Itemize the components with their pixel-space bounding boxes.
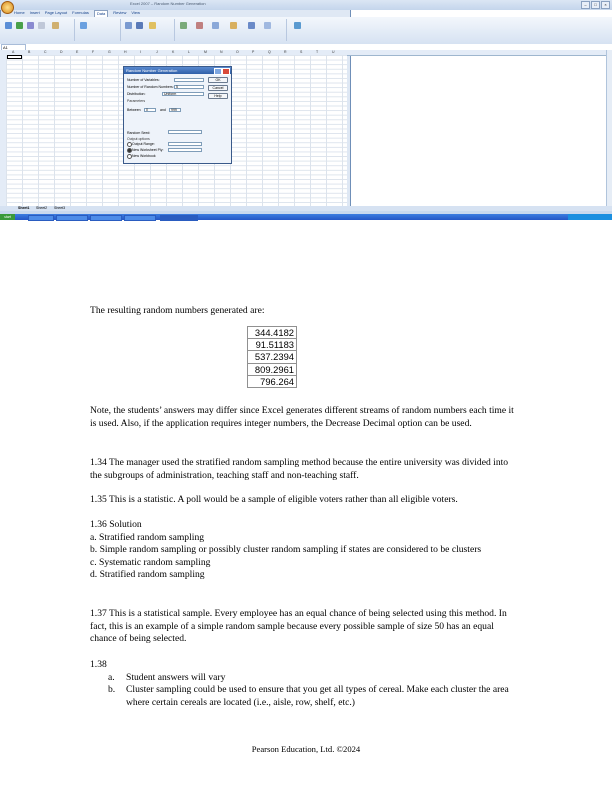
num-random-input[interactable]: 5 (174, 85, 204, 89)
num-random-label: Number of Random Numbers: (127, 85, 174, 89)
selected-cell-a1[interactable] (7, 55, 22, 59)
ribbon-group-sort-filter (122, 19, 175, 41)
tab-page-layout[interactable]: Page Layout (44, 10, 68, 15)
ribbon-group-data-tools (176, 19, 287, 41)
taskbar-item-2[interactable] (56, 215, 88, 220)
sheet-tab-2[interactable]: Sheet2 (36, 206, 48, 210)
sort-az-icon[interactable] (136, 22, 143, 29)
num-variables-input[interactable] (174, 78, 204, 82)
and-label: and (160, 108, 166, 112)
filter-icon[interactable] (149, 22, 156, 29)
answer-1-36 (90, 519, 522, 582)
ribbon-group-connections (76, 19, 121, 41)
list-item: a. Stratified random sampling (90, 531, 205, 543)
column-header-s[interactable]: S (300, 50, 303, 54)
column-header-a[interactable]: A (12, 50, 15, 54)
between-from-input[interactable]: 0 (144, 108, 156, 112)
column-header-i[interactable]: I (140, 50, 141, 54)
output-options-label: Output options (127, 137, 150, 141)
taskbar-item-1[interactable] (28, 215, 54, 220)
consolidate-icon[interactable] (230, 22, 237, 29)
dialog-title: Random Number Generation (124, 67, 231, 74)
list-item (90, 672, 522, 685)
table-cell: 537.2394 (248, 351, 297, 363)
dialog-close-icon[interactable] (222, 68, 230, 75)
tab-view[interactable]: View (131, 10, 141, 15)
column-header-e[interactable]: E (76, 50, 79, 54)
ribbon-tabs (14, 10, 140, 17)
distribution-select[interactable]: Uniform (162, 92, 204, 96)
output-range-label: Output Range: (132, 142, 155, 146)
remove-duplicates-icon[interactable] (196, 22, 203, 29)
column-header-p[interactable]: P (252, 50, 255, 54)
data-validation-icon[interactable] (212, 22, 219, 29)
from-web-icon[interactable] (16, 22, 23, 29)
answer-1-34: 1.34 The manager used the stratified random sampling method because the entire university was divided into the subgroups of administration, teaching staff and non-teaching staff. (90, 457, 509, 481)
text-to-columns-icon[interactable] (180, 22, 187, 29)
column-header-o[interactable]: O (236, 50, 239, 54)
help-button[interactable]: Help (208, 93, 228, 99)
parameters-label: Parameters (127, 99, 146, 103)
excel-window-title: Excel 2007 – Random Number Generation (130, 1, 206, 6)
group-icon[interactable] (264, 22, 271, 29)
data-analysis-icon[interactable] (294, 22, 301, 29)
table-cell: 809.2961 (248, 363, 297, 375)
taskbar-item-3[interactable] (90, 215, 122, 220)
page-footer: Pearson Education, Ltd. ©2024 (251, 744, 361, 754)
column-header-r[interactable]: R (284, 50, 287, 54)
existing-connections-icon[interactable] (52, 22, 59, 29)
table-cell: 91.51183 (248, 339, 297, 351)
ribbon (0, 17, 351, 45)
between-to-input[interactable]: 999 (169, 108, 181, 112)
sort-icon[interactable] (125, 22, 132, 29)
table-row (248, 339, 297, 351)
refresh-all-icon[interactable] (80, 22, 87, 29)
column-header-f[interactable]: F (92, 50, 95, 54)
column-header-k[interactable]: K (172, 50, 175, 54)
ribbon-group-analysis (290, 19, 340, 41)
table-cell: 796.264 (248, 375, 297, 387)
list-marker: b. (108, 684, 116, 696)
column-header-h[interactable]: H (124, 50, 127, 54)
distribution-label: Distribution: (127, 92, 146, 96)
column-header-q[interactable]: Q (268, 50, 271, 54)
column-header-m[interactable]: M (204, 50, 207, 54)
help-icon[interactable] (214, 68, 222, 75)
table-row (248, 363, 297, 375)
new-worksheet-input[interactable] (168, 148, 202, 152)
intro-text: The resulting random numbers generated are: (90, 305, 265, 316)
list-item-text: Student answers will vary (126, 671, 226, 683)
cancel-button[interactable]: Cancel (208, 85, 228, 91)
answer-heading: 1.36 Solution (90, 519, 142, 530)
answer-1-35: 1.35 This is a statistic. A poll would be a sample of eligible voters rather than all eligible voters. (90, 494, 458, 505)
name-box[interactable]: A1 (1, 44, 26, 51)
tab-formulas[interactable]: Formulas (72, 10, 89, 15)
taskbar-item-4[interactable] (124, 215, 156, 220)
column-header-c[interactable]: C (44, 50, 47, 54)
start-button[interactable]: start (0, 214, 15, 220)
windows-taskbar (0, 214, 351, 220)
list-item: d. Stratified random sampling (90, 569, 205, 581)
from-access-icon[interactable] (5, 22, 12, 29)
column-header-t[interactable]: T (316, 50, 319, 54)
tab-data[interactable]: Data (94, 10, 108, 17)
num-variables-label: Number of Variables: (127, 78, 160, 82)
answer-1-37: 1.37 This is a statistical sample. Every employee has an equal chance of being selected using this method. In fact, this is an example of a simple random sample because every possible sample of size 50 has an equal chance of being selected. (90, 608, 507, 645)
taskbar-item-excel[interactable] (160, 215, 198, 220)
random-number-generation-dialog (123, 66, 232, 164)
from-text-icon[interactable] (27, 22, 34, 29)
tab-home[interactable]: Home (14, 10, 25, 15)
column-header-b[interactable]: B (28, 50, 31, 54)
between-label: Between (127, 108, 141, 112)
list-item (90, 684, 522, 709)
ribbon-group-get-external-data (2, 19, 75, 41)
table-row (248, 375, 297, 387)
column-header-l[interactable]: L (188, 50, 190, 54)
random-seed-label: Random Seed: (127, 131, 151, 135)
column-header-u[interactable]: U (332, 50, 335, 54)
ok-button[interactable]: OK (208, 77, 228, 83)
random-seed-input[interactable] (168, 130, 202, 134)
excel-title-bar: Excel 2007 – Random Number Generation – □ × (0, 0, 351, 10)
list-item-text: Cluster sampling could be used to ensure that you get all types of cereal. Make each cluster the area where certain cereals are located (i.e., aisle, row, shelf, etc.) (126, 684, 509, 708)
list-marker: a. (108, 671, 115, 683)
new-worksheet-label: New Worksheet Ply: (132, 148, 164, 152)
random-numbers-table (247, 326, 297, 388)
table-row (248, 327, 297, 339)
column-header-g[interactable]: G (108, 50, 111, 54)
tab-insert[interactable]: Insert (29, 10, 40, 15)
from-other-sources-icon[interactable] (38, 22, 45, 29)
list-item: c. Systematic random sampling (90, 556, 211, 568)
answer-heading: 1.38 (90, 659, 107, 670)
office-button-icon[interactable] (1, 1, 14, 14)
new-workbook-label: New Workbook (132, 154, 156, 158)
sheet-tab-1[interactable]: Sheet1 (18, 206, 30, 210)
answer-1-38 (90, 659, 522, 709)
column-header-j[interactable]: J (156, 50, 158, 54)
what-if-analysis-icon[interactable] (248, 22, 255, 29)
note-paragraph: Note, the students’ answers may differ since Excel generates different streams of random numbers each time it is used. Also, if the application requires integer numbers, the Decrease Decimal option can be used. (90, 405, 514, 429)
column-header-d[interactable]: D (60, 50, 63, 54)
output-range-input[interactable] (168, 142, 202, 146)
list-item: b. Simple random sampling or possibly cluster random sampling if states are considered to be clusters (90, 544, 482, 556)
table-cell: 344.4182 (248, 327, 297, 339)
table-row (248, 351, 297, 363)
tab-review[interactable]: Review (113, 10, 127, 15)
excel-screenshot (0, 0, 607, 220)
sheet-tab-3[interactable]: Sheet3 (54, 206, 66, 210)
column-header-n[interactable]: N (220, 50, 223, 54)
